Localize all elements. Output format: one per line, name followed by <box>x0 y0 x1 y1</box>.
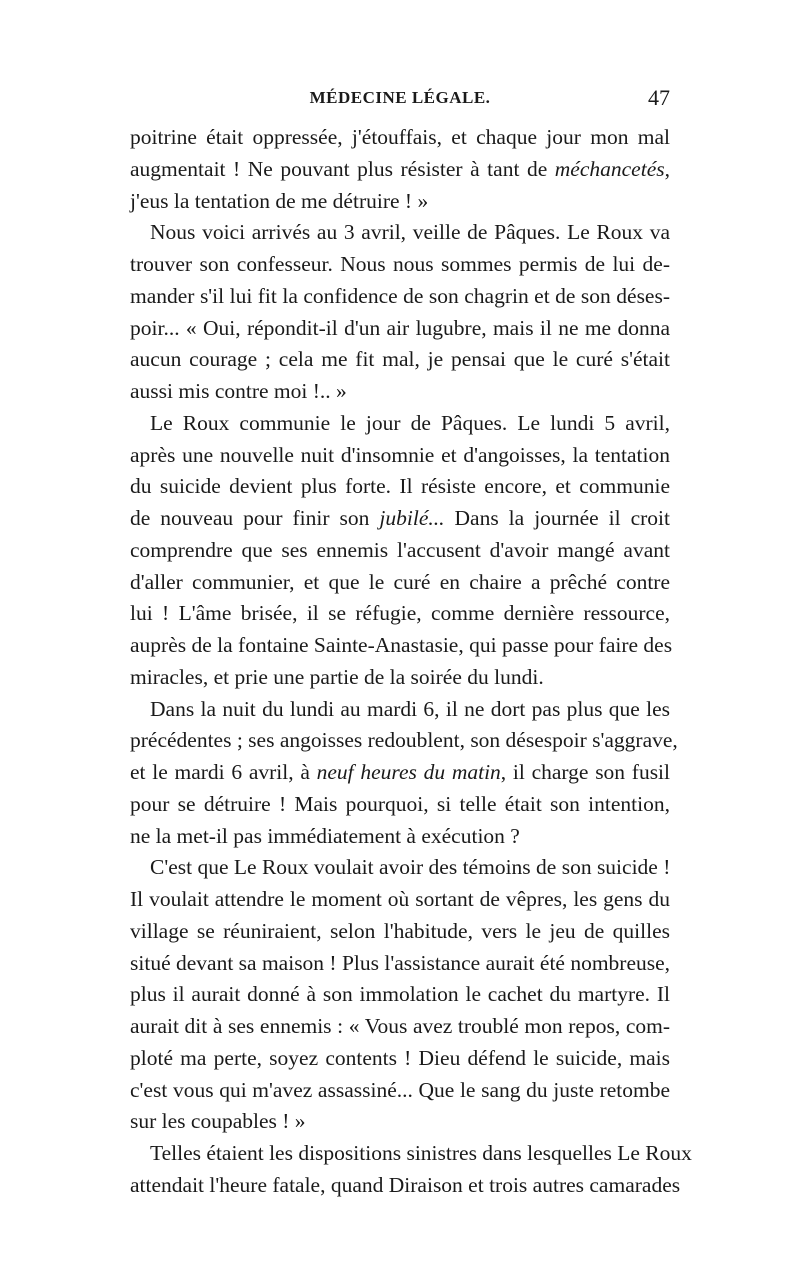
page-header <box>130 85 670 118</box>
paragraph <box>130 122 670 217</box>
text-line: ploté ma perte, soyez contents ! Dieu défend le suicide, mais <box>130 1045 670 1070</box>
text-line: précédentes ; ses angoisses redoublent, son désespoir s'aggrave, <box>130 728 678 753</box>
text-line: et le mardi 6 avril, à neuf heures du matin, il charge son fusil <box>130 760 671 784</box>
paragraph <box>130 217 670 408</box>
text-line: aucun courage ; cela me fit mal, je pensai que le curé s'était <box>130 347 670 372</box>
text-line: sur les coupables ! » <box>130 1109 306 1134</box>
text-line: Telles étaient les dispositions sinistres dans lesquelles Le Roux <box>150 1141 692 1165</box>
text-line: C'est que Le Roux voulait avoir des témoins de son suicide ! <box>150 855 671 880</box>
text-line: lui ! L'âme brisée, il se réfugie, comme dernière ressource, <box>130 601 670 626</box>
text-line: du suicide devient plus forte. Il résiste encore, et communie <box>130 474 670 499</box>
text-line: poitrine était oppressée, j'étouffais, et chaque jour mon mal <box>130 125 670 149</box>
text-line: pour se détruire ! Mais pourquoi, si telle était son intention, <box>130 791 670 816</box>
page-number: 47 <box>648 85 670 110</box>
text-line: Nous voici arrivés au 3 avril, veille de Pâques. Le Roux va <box>150 220 670 245</box>
text-line: ne la met-il pas immédiatement à exécution ? <box>130 823 520 848</box>
text-line: Il voulait attendre le moment où sortant de vêpres, les gens du <box>130 887 670 911</box>
body-text <box>130 122 692 1202</box>
text-line: de nouveau pour finir son jubilé... Dans la journée il croit <box>130 506 670 530</box>
text-line: Dans la nuit du lundi au mardi 6, il ne dort pas plus que les <box>150 696 670 721</box>
text-line: mander s'il lui fit la confidence de son chagrin et de son déses- <box>130 283 670 308</box>
paragraph <box>130 408 673 694</box>
text-line: attendait l'heure fatale, quand Diraison et trois autres camarades <box>130 1172 681 1197</box>
text-line: aussi mis contre moi !.. » <box>130 379 347 403</box>
text-line: j'eus la tentation de me détruire ! » <box>130 188 429 213</box>
text-line: aurait dit à ses ennemis : « Vous avez troublé mon repos, com- <box>130 1014 670 1038</box>
text-line: trouver son confesseur. Nous nous sommes permis de lui de- <box>130 252 670 276</box>
text-line: c'est vous qui m'avez assassiné... Que le sang du juste retombe <box>130 1077 670 1102</box>
text-line: auprès de la fontaine Sainte-Anastasie, qui passe pour faire des <box>130 633 673 657</box>
text-line: plus il aurait donné à son immolation le cachet du martyre. Il <box>130 982 670 1007</box>
paragraph <box>130 852 670 1138</box>
text-line: augmentait ! Ne pouvant plus résister à tant de méchancetés, <box>130 156 670 181</box>
text-line: après une nouvelle nuit d'insomnie et d'angoisses, la tentation <box>130 442 670 467</box>
text-line: comprendre que ses ennemis l'accusent d'avoir mangé avant <box>130 537 670 562</box>
text-line: village se réuniraient, selon l'habitude, vers le jeu de quilles <box>130 918 670 943</box>
running-title: MÉDECINE LÉGALE. <box>309 88 491 107</box>
text-line: miracles, et prie une partie de la soirée du lundi. <box>130 664 544 689</box>
paragraph <box>130 1138 692 1202</box>
text-line: poir... « Oui, répondit-il d'un air lugubre, mais il ne me donna <box>130 315 670 340</box>
text-line: situé devant sa maison ! Plus l'assistance aurait été nombreuse, <box>130 950 671 975</box>
paragraph <box>130 694 678 853</box>
text-line: Le Roux communie le jour de Pâques. Le lundi 5 avril, <box>150 410 670 435</box>
text-line: d'aller communier, et que le curé en chaire a prêché contre <box>130 569 670 594</box>
